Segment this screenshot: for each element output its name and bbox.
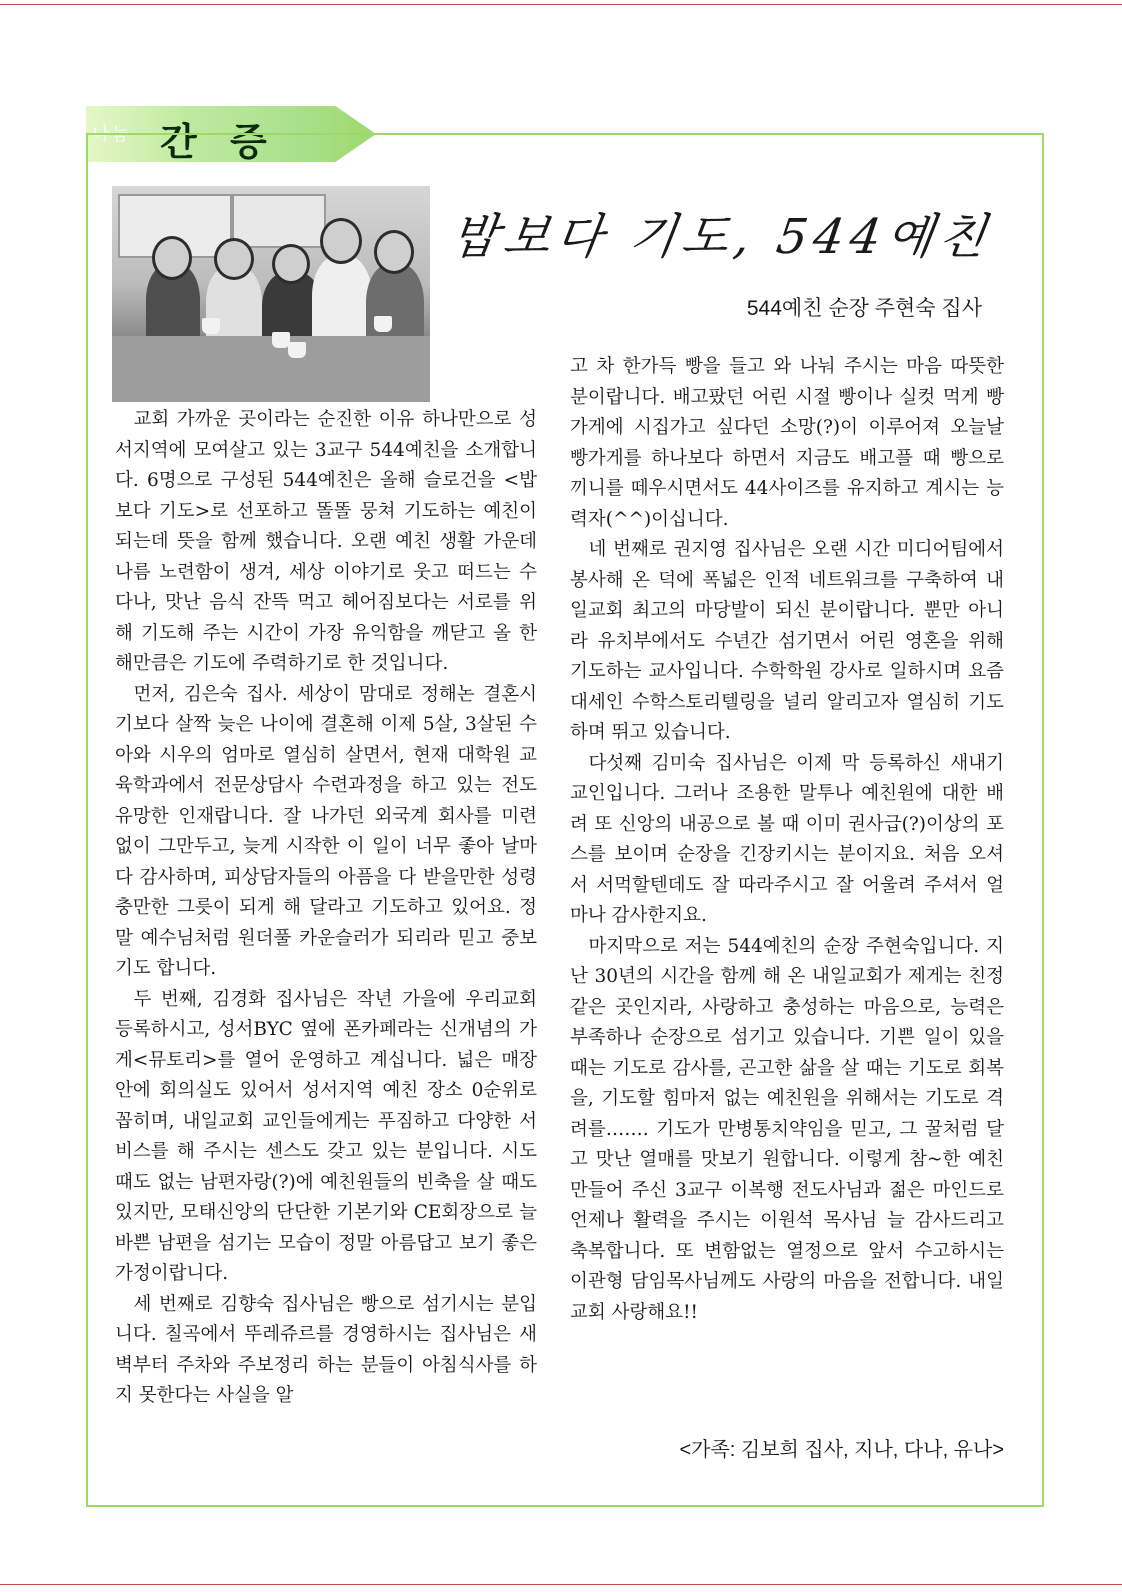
paragraph: 세 번째로 김향숙 집사님은 빵으로 섬기시는 분입니다. 칠곡에서 뚜레쥬르를 경영하시는 집사님은 새벽부터 주차와 주보정리 하는 분들이 아침식사를 하지 못한다는 사실을 알 bbox=[115, 1293, 537, 1406]
family-note: <가족: 김보희 집사, 지나, 다나, 유나> bbox=[679, 1439, 1004, 1461]
paragraph: 마지막으로 저는 544예친의 순장 주현숙입니다. 지난 30년의 시간을 함께 해 온 내일교회가 제게는 친정같은 곳인지라, 사랑하고 충성하는 마음으로, 능력은 부족하나 순장으로 섬기고 있습니다. 기쁜 일이 있을 때는 기도로 감사를, 곤고한 삶을 살 때는 기도로 회복을, 기도할 힘마저 없는 예친원을 위해서는 기도로 격려를……. 기도가 만병통치약임을 믿고, 그 꿀처럼 달고 맛난 열매를 맛보기 원합니다. 이렇게 참~한 예친 만들어 주신 3교구 이복행 전도사님과 젊은 마인드로 언제나 활력을 주시는 이원석 목사님 늘 감사드리고 축복합니다. 또 변함없는 열정으로 앞서 수고하시는 이관형 담임목사님께도 사랑의 마음을 전합니다. 내일교회 사랑해요!! bbox=[570, 935, 1004, 1323]
paragraph-continued: 고 차 한가득 빵을 들고 와 나눠 주시는 마음 따뜻한 분이랍니다. 배고팠던 어린 시절 빵이나 실컷 먹게 빵가게에 시집가고 싶다던 소망(?)이 이루어져 오늘날 빵가게를 하나보다 하면서 지금도 배고플 때 빵으로 끼니를 떼우시면서도 44사이즈를 유지하고 계시는 능력자(^^)이십니다. bbox=[570, 356, 1004, 530]
section-tab-decoration: 나눔 bbox=[92, 124, 131, 145]
bottom-rule bbox=[0, 1584, 1122, 1585]
group-photo bbox=[112, 186, 430, 402]
paragraph: 네 번째로 권지영 집사님은 오랜 시간 미디어팀에서 봉사해 온 덕에 폭넓은 인적 네트워크를 구축하여 내일교회 최고의 마당발이 되신 분이랍니다. 뿐만 아니라 유치부에서도 수년간 섬기면서 어린 영혼을 위해 기도하는 교사입니다. 수학학원 강사로 일하시며 요즘 대세인 수학스토리텔링을 널리 알리고자 열심히 기도하며 뛰고 있습니다. bbox=[570, 539, 1004, 743]
paragraph: 다섯째 김미숙 집사님은 이제 막 등록하신 새내기 교인입니다. 그러나 조용한 말투나 예친원에 대한 배려 또 신앙의 내공으로 볼 때 이미 권사급(?)이상의 포스를 보이며 순장을 긴장키시는 분이지요. 처음 오셔서 서먹할텐데도 잘 따라주시고 잘 어울려 주셔서 얼마나 감사한지요. bbox=[570, 752, 1004, 926]
column-left bbox=[115, 405, 537, 1412]
article-author: 544예친 순장 주현숙 집사 bbox=[746, 297, 982, 320]
top-rule bbox=[0, 4, 1122, 5]
paragraph: 두 번째, 김경화 집사님은 작년 가을에 우리교회 등록하시고, 성서BYC 옆에 폰카페라는 신개념의 가게<뮤토리>를 열어 운영하고 계십니다. 넓은 매장 안에 회의실도 있어서 성서지역 예친 장소 0순위로 꼽히며, 내일교회 교인들에게는 푸짐하고 다양한 서비스를 해 주시는 센스도 갖고 있는 분입니다. 시도 때도 없는 남편자랑(?)에 예친원들의 빈축을 살 때도 있지만, 모태신앙의 단단한 기본기와 CE회장으로 늘 바쁜 남편을 섬기는 모습이 정말 아름답고 보기 좋은 가정이랍니다. bbox=[115, 988, 537, 1284]
section-title: 간 증 bbox=[160, 120, 277, 164]
column-right bbox=[570, 352, 1004, 1328]
paragraph: 교회 가까운 곳이라는 순진한 이유 하나만으로 성서지역에 모여살고 있는 3교구 544예친을 소개합니다. 6명으로 구성된 544예친은 올해 슬로건을 <밥보다 기도>로 선포하고 똘똘 뭉쳐 기도하는 예친이 되는데 뜻을 함께 했습니다. 오랜 예친 생활 가운데 나름 노련함이 생겨, 세상 이야기로 웃고 떠드는 수다나, 맛난 음식 잔뜩 먹고 헤어짐보다는 서로를 위해 기도해 주는 시간이 가장 유익함을 깨닫고 올 한해만큼은 기도에 주력하기로 한 것입니다. bbox=[115, 409, 537, 674]
paragraph: 먼저, 김은숙 집사. 세상이 맘대로 정해논 결혼시기보다 살짝 늦은 나이에 결혼해 이제 5살, 3살된 수아와 시우의 엄마로 열심히 살면서, 현재 대학원 교육학과에서 전문상담사 수련과정을 하고 있는 전도유망한 인재랍니다. 잘 나가던 외국계 회사를 미련 없이 그만두고, 늦게 시작한 이 일이 너무 좋아 날마다 감사하며, 피상담자들의 아픔을 다 받을만한 성령 충만한 그릇이 되게 해 달라고 기도하고 있어요. 정말 예수님처럼 원더풀 카운슬러가 되리라 믿고 중보기도 합니다. bbox=[115, 683, 537, 979]
article-title: 밥보다 기도, 544예친 bbox=[447, 209, 996, 265]
